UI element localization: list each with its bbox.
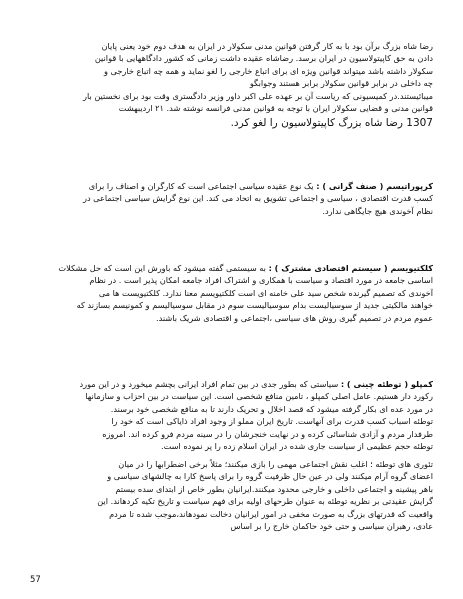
paragraph-conspiracy-theories [30,458,433,532]
text-line: رکورد دار هستیم. عامل اصلی کمپلو ، تامین منافع شخصی است. این سیاست در بین احزاب و سازمانها [85,391,433,402]
text-line: توطئه اسباب کسب قدرت برای آنهاست. تاریخ ایران مملو از وجود افراد ذایاکی است که خود را [111,416,433,427]
text-fragment: به سیستمی گفته میشود که باورش این است که حل مشکلات [58,263,269,273]
text-line [30,262,433,274]
text-line: عادی، رهبران سیاسی و حتی خود حاکمان خارج را بر اساس [230,521,433,532]
paragraph-corporatism [30,180,433,217]
text-line: دادن به حق کاپیتولاسیون در ایران برسد. رضاشاه عقیده داشت زمانی که کشور دادگاههایی با قوانین [94,53,433,64]
paragraph-capitulation [30,40,433,130]
text-line: تئوری های توطئه ؛ اغلب نقش اجتماعی مهمی را بازی میکنند؛ مثلاً برخی اضطرابها را در میان [118,459,433,469]
text-line: باهر پیشینه و اجتماعی داخلی و خارجی محدود میکنند.ایرانیان بطور خاص از ابتدای سده بیستم [115,483,433,494]
text-line: میبائیستند.در کمیسیونی که ریاست آن بر عهده علی اکبر داور وزیر دادگستری وقت بود برای نخستین بار [83,90,433,101]
text-line: عموم مردم در تصمیم گیری روش های سیاسی ،اجتماعی و اقتصادی شریک باشند. [156,312,433,323]
text-line: آخوندی که تصمیم گیرنده شخص سید علی خامنه ای است کلکتیویسم معنا ندارد. کلکتیویست ها می [98,287,433,298]
text-fragment: یک نوع عقیده سیاسی اجتماعی است که کارگران و اصناف را برای [88,181,317,191]
page-number: 57 [30,575,41,585]
text-line: رضا شاه بزرگ برآن بود با به کار گرفتن قوانین مدنی سکولار در ایران به هدف دوم خود یعنی پایان [101,41,433,51]
text-line: چه داخلی در برابر قوانین سکولار برابر هستند وجوابگو [249,78,433,89]
paragraph-complot [30,378,433,452]
text-line [30,378,433,390]
text-line: 1307 رضا شاه بزرگ کاپیتولاسیون را لغو کرد. [230,117,433,130]
text-line: قوانین مدنی و قضایی سکولار ایران با توجه به قوانین مدنی فرانسه نوشته شد. ۲۱ اردیبهشت [118,103,433,114]
text-line: اساسی جامعه در مورد اقتصاد و سیاست با همکاری و اشتراک افراد جامعه امکان پذیر است . در نظام [89,275,433,286]
text-line [30,180,433,192]
text-line: طرفدار مردم و آزادی شناسائی کرده و در نهایت خنجرشان را در سینه مردم فرو کرده اند. امروزه [102,428,433,439]
text-line: خواهند مالکیتی جدید از سوسیالیست بدام سوسیالیست سوم در مقابل سوسیالیسم و کمونیسم بسازند که [76,300,433,311]
term-heading: کرپوراتیسم ( صنف گرانی ) : [316,181,433,191]
text-line: اعضای گروه آرام میکنند ولی در عین حال ظرفیت گروه را برای پاسخ کارا به چالشهای سیاسی و [107,471,433,482]
term-heading: کمپلو ( توطئه چینی ) : [340,379,433,389]
paragraph-collectivism [30,262,433,324]
text-line: توطئه حجم عظیمی از سیاست جاری شده در ایران اسلام زده را پر نموده است. [161,441,433,452]
text-line: کسب قدرت اقتصادی ، سیاسی و اجتماعی تشویق به اتحاد می کند. این نوع گرایش سیاسی اجتماعی در [82,193,433,204]
text-line: واقعیت که قدرتهای بزرگ به صورت مخفی در امور ایرانیان دخالت نمودهاند،موجب شده تا مردم [109,508,433,519]
text-fragment: سیاستی که بطور جدی در بین تمام افراد ایرانی بچشم میخورد و در این مورد [79,379,341,389]
text-line: در مورد عده ای بکار گرفته میشود که قصد اخلال و تحریک دارند تا به منافع شخصی خود برسند. [110,403,433,414]
text-line: سکولار داشته باشد میتواند قوانین ویژه ای برای اتباع خارجی را لغو نماید و همه چه اتباع خارجی و [103,65,433,76]
text-line: نظام آخوندی هیچ جایگاهی ندارد. [322,205,433,216]
text-line: گرایش عقیدتی بر نظریه توطئه به عنوان طرحهای اولیه برای فهم سیاست و تاریخ تکیه کردهاند. این [97,496,433,507]
term-heading: کلکتیویسم ( سیستم اقتصادی مشترک ) : [268,263,433,273]
